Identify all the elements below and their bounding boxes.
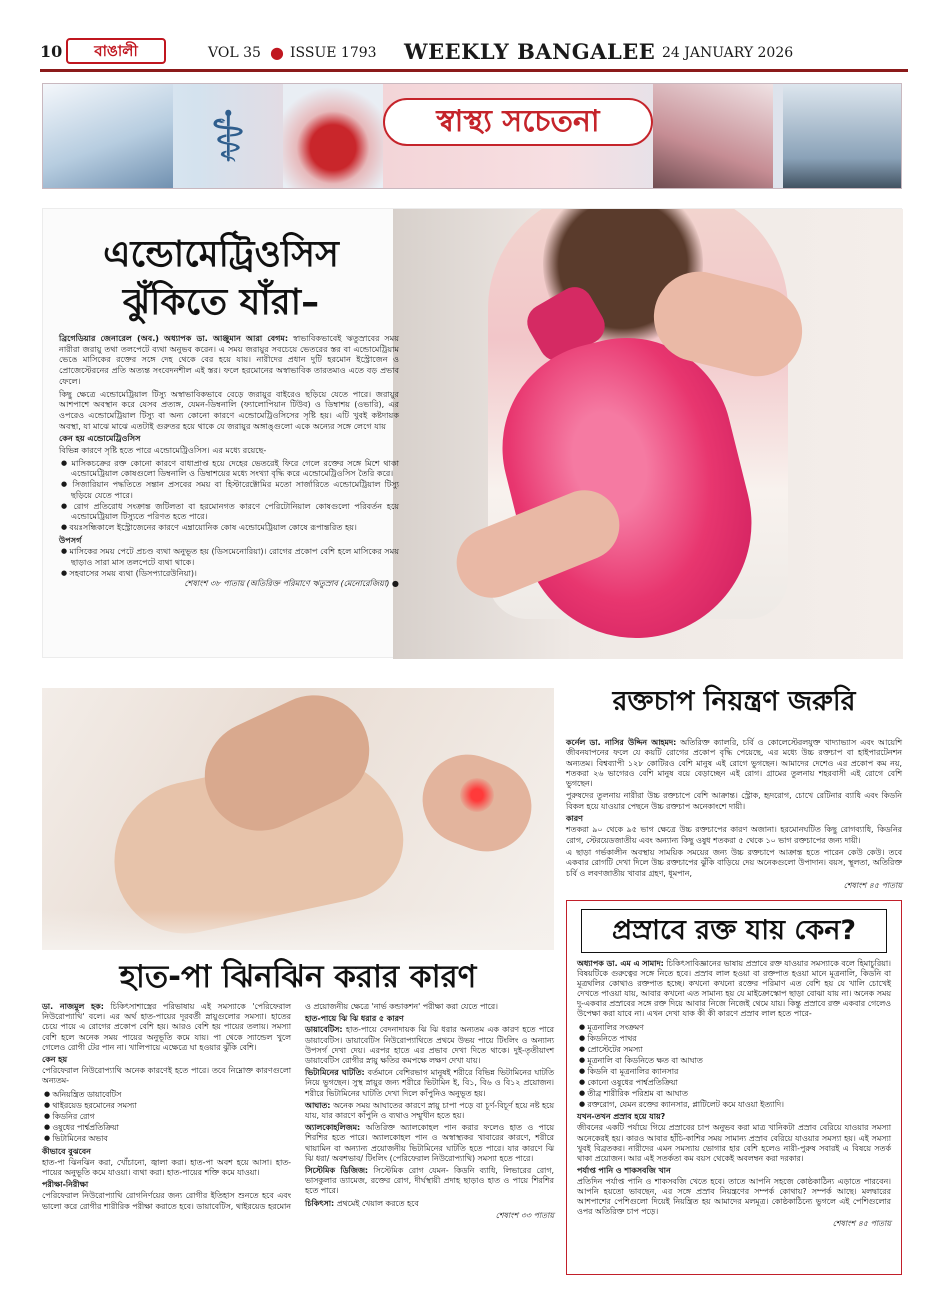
text-alcohol: অতিরিক্ত অ্যালকোহল পান করার ফলেও হাত ও পায়ে শিরশির হতে পারে। অ্যালকোহল পান ও অস্বাস্থ্যকর খাবারের কারণে, শরীরে থায়ামিন বা অন্যান্য প্রয়োজনীয় ভিটামিনের ঘাটতি হতে পারে। যার কারণে ঝি ঝি ধরা/ অবশভাব/ টিংলিং (পেরিফেরাল নিউরোপ্যাথি) সমস্যা হতে পারে। bbox=[305, 1123, 555, 1163]
byline: ডা. নাজমুল হক: bbox=[42, 1002, 104, 1011]
list-item: ● সহবাসের সময় ব্যথা (ডিসপ্যারেউনিয়া)। bbox=[59, 568, 399, 579]
label-vitamin: ভিটামিনের ঘাটতি: bbox=[305, 1068, 365, 1078]
list-item: ● কিডনি বা মূত্রনালির ক্যানসার bbox=[577, 1066, 891, 1077]
article-body bbox=[59, 333, 399, 589]
paragraph: পুরুষদের তুলনায় নারীরা উচ্চ রক্তচাপে বেশি আক্রান্ত। স্ট্রোক, হৃদরোগ, চোখে রেটিনার ব্যাধি এবং কিডনি বিকল হয়ে যাওয়ার পেছনে উচ্চ রক্তচাপ অনেকাংশে দায়ী। bbox=[566, 791, 902, 811]
banner-patient-photo bbox=[653, 84, 773, 189]
subheading-water: পর্যাপ্ত পানি ও শাকসবজি খান bbox=[577, 1165, 671, 1175]
list-item: ● প্রোস্টেটের সমস্যা bbox=[577, 1044, 891, 1055]
subheading-why: কেন হয় bbox=[42, 1055, 67, 1065]
article-headline: রক্তচাপ নিয়ন্ত্রণ জরুরি bbox=[612, 686, 856, 717]
subheading-detect: কীভাবে বুঝবেন bbox=[42, 1146, 91, 1156]
byline: কর্নেল ডা. নাসির উদ্দিন আহমদ: bbox=[566, 738, 677, 747]
list-item: ● অনিয়ন্ত্রিত ডায়াবেটিস bbox=[42, 1089, 291, 1100]
list-item: ● ওষুধের পার্শ্বপ্রতিক্রিয়া bbox=[42, 1122, 291, 1133]
list-item: ● রোগ প্রতিরোধ সংক্রান্ত জটিলতা বা হরমোনগত কারণে পেরিটোনিয়াল কোষগুলো পরিবর্তন হয়ে এন্ডোমেট্রিয়াল টিস্যুতে পরিণত হতে পারে। bbox=[59, 501, 399, 522]
list-item: ● কোনো ওষুধের পার্শ্বপ্রতিক্রিয়া bbox=[577, 1077, 891, 1088]
issue-label: ISSUE 1793 bbox=[290, 45, 377, 61]
subheading-five-causes: হাত-পায়ে ঝি ঝি ধরার ৫ কারণ bbox=[305, 1014, 404, 1024]
subheading-tests: পরীক্ষা-নিরীক্ষা bbox=[42, 1180, 89, 1190]
paragraph bbox=[305, 1025, 554, 1066]
intro-text: অতিরিক্ত ক্যালরি, চর্বি ও কোলেস্টেরলযুক্ত খাদ্যাভ্যাস এবং আয়েশি জীবনযাপনের ফলে যে কয়টি রোগের প্রকোপ বৃদ্ধি পেয়েছে, এর মধ্যে উচ্চ রক্তচাপ বা হাইপারটেনশন অন্যতম। বিশ্বব্যাপী ১২৮ কোটিরও বেশি মানুষ এই রোগে ভুগছেন। আমাদের দেশেও এর প্রকোপ কম নয়, শতকরা ২৬ ভাগেরও বেশি মানুষ বয়ে বেড়াচ্ছেন এই রোগ। গ্রামের তুলনায় শহরবাসী এই রোগে বেশি ভুগছেন। bbox=[566, 738, 902, 789]
paragraph: পেরিফেরাল নিউরোপ্যাথি রোগনির্ণয়ের জন্য রোগীর ইতিহাস শুনতে হবে এবং ভালো করে রোগীর শারীরিক পরীক্ষা করাতে হবে। ডায়াবেটিস, থাইরয়েড হরমোন ও প্রয়োজনীয় ক্ষেত্রে 'নার্ভ কন্ডাকশন' পরীক্ষা করা যেতে পারে। bbox=[42, 1002, 498, 1211]
list-item: ● মূত্রনালির সংক্রমণ bbox=[577, 1022, 891, 1033]
list-item: ● মাসিকের সময় পেটে প্রচণ্ড ব্যথা অনুভূত হয় (ডিসমেনোরিয়া)। রোগের প্রকোপ বেশি হলে মাসিকের সময় ছাড়াও সারা মাস তলপেটে ব্যথা থাকে। bbox=[59, 546, 399, 567]
paragraph: জীবনের একটি পর্যায়ে গিয়ে প্রস্রাবের চাপ অনুভব করা মাত্র খানিকটা প্রস্রাব বেরিয়ে যাওয়ার সমস্যা অনেকেরই হয়। কারও আবার হাঁচি-কাশির সময় সামান্য প্রস্রাব বেরিয়ে যাওয়ার সমস্যা হয়। এই সমস্যা খুবই বিব্রতকর। নারীদের এমন সমস্যায় ভোগার হার বেশি হলেও নারী-পুরুষ সবারই এ বিষয়ে সতর্ক থাকা প্রয়োজন। আর এই সতর্কতা কম বয়স থেকেই অবলম্বন করা দরকার। bbox=[577, 1123, 891, 1163]
article-body bbox=[577, 959, 891, 1229]
banner-doctor-photo bbox=[43, 84, 173, 189]
list-item: ● থাইরয়েড হরমোনের সমস্যা bbox=[42, 1100, 291, 1111]
section-banner bbox=[42, 83, 902, 189]
intro-paragraph bbox=[59, 333, 399, 387]
list-item: ● মূত্রনালি বা কিডনিতে ক্ষত বা আঘাত bbox=[577, 1055, 891, 1066]
hot-water-bottle-photo bbox=[393, 209, 903, 659]
label-injury: আঘাত: bbox=[305, 1100, 331, 1110]
text-vitamin: বর্তমানে বেশিরভাগ মানুষই শরীরে বিভিন্ন ভিটামিনের ঘাটতি নিয়ে ভুগছেন। সুস্থ স্নায়ুর জন্য শরীরে ভিটামিন ই, বি১, বি৬ ও বি১২ প্রয়োজন। শরীরে ভিটামিনের ঘাটতি দেখা দিলে কাঁপুনিও অনুভূত হয়। bbox=[305, 1068, 554, 1098]
paragraph: হাত-পা ঝিনঝিন করা, খোঁচানো, জ্বালা করা। হাত-পা অবশ হয়ে আসা। হাত-পায়ের অনুভূতি কমে যাওয়া। ব্যথা করা। হাত-পায়ের শক্তি কমে যাওয়া। bbox=[42, 1157, 291, 1178]
byline: ব্রিগেডিয়ার জেনারেল (অব.) অধ্যাপক ডা. আঞ্জুমান আরা বেগম: bbox=[59, 333, 289, 343]
list-item: ● কিডনির রোগ bbox=[42, 1111, 291, 1122]
continued-note: শেষাংশ ৪৫ পাতায় bbox=[843, 880, 902, 890]
paragraph: প্রতিদিন পর্যাপ্ত পানি ও শাকসবজি খেতে হবে। তাতে আপনি সহজে কোষ্ঠকাঠিন্য এড়াতে পারবেন। আপনি হয়তো ভাবছেন, এর সঙ্গে প্রস্রাব নিয়ন্ত্রণের সম্পর্ক কোথায়? সম্পর্ক আছে। মলদ্বারের আশপাশের পেশিগুলো দিয়েই নিয়ন্ত্রিত হয় আমাদের মলমূত্র। কোষ্ঠকাঠিন্যে ভুগলে এই পেশিগুলোর ওপর অতিরিক্ত চাপ পড়ে। bbox=[577, 1176, 891, 1217]
article-body bbox=[42, 1002, 554, 1221]
list-item: ● বয়ঃসন্ধিকালে ইস্ট্রোজেনের কারণে এম্ব্রায়োনিক কোষ এন্ডোমেট্রিয়াল কোষে রূপান্তরিত হয়। bbox=[59, 522, 399, 533]
pain-spot-icon bbox=[460, 778, 494, 812]
label-treatment: চিকিৎসা: bbox=[305, 1198, 335, 1208]
subheading-symptoms: উপসর্গ bbox=[59, 534, 82, 545]
paragraph bbox=[305, 1199, 554, 1209]
text-diabetes: হাত-পায়ে বেদনাদায়ক ঝি ঝি ধরার অন্যতম এক কারণ হতে পারে ডায়াবেটিস। ডায়াবেটিস নিউরোপ্যাথিতে প্রথমে উভয় পায়ে টিংলিং ও অন্যান্য উপসর্গ দেখা দেয়। এরপর হাতে এর প্রভাব দেখা দিতে থাকে। দুই-তৃতীয়াংশ ডায়াবেটিস রোগীর স্নায়ু ক্ষতির কমপক্ষে লক্ষণ দেখা যায়। bbox=[305, 1025, 554, 1066]
article-blood-in-urine bbox=[566, 900, 902, 1275]
intro-text: স্বাভাবিকভাবেই ঋতুস্রাবের সময় নারীরা জরায়ু তথা তলপেটে ব্যথা অনুভব করেন। এ সময় জরায়ুর সবচেয়ে ভেতরের স্তর বা এন্ডোমেট্রিয়াম ভেঙে মাসিকের রক্তের সঙ্গে দেহ থেকে বের হয়ে যায়। নারীদের প্রধান দুটি হরমোন ইস্ট্রোজেন ও প্রোজেস্টেরনের প্রতি অত্যন্ত সংবেদনশীল এই স্তর। ফলে হরমোনের অস্বাভাবিক তারতম্যও এতে বড় প্রভাব ফেলে। bbox=[59, 333, 399, 386]
article-headline: হাত-পা ঝিনঝিন করার কারণ bbox=[119, 959, 477, 995]
continued-note: শেষাংশ ৩৮ পাতায় (অতিরিক্ত পরিমাণে ঋতুস্রাব (মেনোরেজিয়া) ● bbox=[184, 578, 399, 589]
volume-label: VOL 35 bbox=[208, 45, 261, 61]
paragraph: পেরিফেরাল নিউরোপ্যাথি অনেক কারণেই হতে পারে। তবে নিম্নোক্ত কারণগুলো অন্যতম- bbox=[42, 1066, 291, 1086]
subheading-when: যখন-তখন প্রস্রাব হয়ে যায়? bbox=[577, 1112, 666, 1122]
foot-massage-photo bbox=[42, 688, 554, 950]
article-endometriosis bbox=[42, 208, 902, 658]
list-item: ● সিজারিয়ান পদ্ধতিতে সন্তান প্রসবের সময় বা হিস্টারেক্টোমির মতো সার্জারিতে এন্ডোমেট্রিয়াল টিস্যু ছড়িয়ে যেতে পারে। bbox=[59, 479, 399, 500]
banner-blood-pressure-photo bbox=[783, 84, 902, 189]
publication-name: WEEKLY BANGALEE bbox=[404, 39, 656, 64]
banner-heart-photo bbox=[283, 84, 383, 189]
section-title: স্বাস্থ্য সচেতনা bbox=[383, 98, 653, 146]
paragraph bbox=[305, 1101, 554, 1121]
paragraph: কিছু ক্ষেত্রে এন্ডোমেট্রিয়াল টিস্যু অস্বাভাবিকভাবে বেড়ে জরায়ুর বাইরেও ছড়িয়ে যেতে পারে। জরায়ুর আশপাশে অবস্থান করে যেসব প্রত্যঙ্গ, যেমন-ডিম্বনালি (ফ্যালোপিয়ান টিউব) ও ডিম্বাশয় (ওভারি), এর ওপরেও এন্ডোমেট্রিয়াল টিস্যু বা অন্য কোনো কারণে এন্ডোমেট্রিওসিসের সৃষ্টি হয়। এটি খুবই কষ্টদায়ক অবস্থা, যা মাঝে মাঝে এতটাই গুরুতর হয়ে থাকে যে জরায়ুর অঙ্গাঙ্গুলো একে অন্যের সঙ্গে লেগে যায় bbox=[59, 388, 399, 431]
masthead bbox=[40, 38, 908, 72]
label-alcohol: অ্যালকোহলিজম: bbox=[305, 1123, 361, 1133]
page-number: 10 bbox=[40, 42, 63, 61]
paragraph bbox=[305, 1068, 554, 1099]
paragraph: এ ছাড়া গর্ভকালীন অবস্থায় সাময়িক সময়ের জন্য উচ্চ রক্তচাপে আক্রান্ত হতে পারেন কেউ কেউ। তবে একবার রোগটি দেখা দিলে উচ্চ রক্তচাপের ঝুঁকি বাড়িয়ে দেয় অনেকগুলো উপাদান। বয়স, স্থূলতা, অতিরিক্ত চর্বি ও লবণজাতীয় খাবার গ্রহণ, ধূমপান, bbox=[566, 847, 902, 878]
intro-paragraph bbox=[566, 738, 902, 789]
list-item: ● ভিটামিনের অভাব bbox=[42, 1133, 291, 1144]
newspaper-logo: বাঙালী bbox=[66, 38, 166, 64]
list-item: ● তীব্র শারীরিক পরিশ্রম বা আঘাত bbox=[577, 1088, 891, 1099]
subheading-why: কেন হয় এন্ডোমেট্রিওসিস bbox=[59, 433, 141, 444]
text-injury: অনেক সময় আঘাতের কারণে স্নায়ু চাপা পড়ে বা চূর্ণ-বিচূর্ণ হয়ে নষ্ট হয়ে যায়, যার কারণে কাঁপুনি ও ব্যথাও সম্মুখীন হতে হয়। bbox=[305, 1100, 554, 1121]
article-headline bbox=[51, 231, 391, 327]
intro-paragraph bbox=[42, 1002, 291, 1053]
separator-dot-icon: ● bbox=[270, 43, 284, 62]
byline: অধ্যাপক ডা. এম এ সামাদ: bbox=[577, 959, 664, 968]
paragraph: বিভিন্ন কারণে সৃষ্টি হতে পারে এন্ডোমেট্রিওসিস। এর মধ্যে রয়েছে- bbox=[59, 445, 267, 456]
label-diabetes: ডায়াবেটিস: bbox=[305, 1025, 343, 1035]
continued-note: শেষাংশ ৩৩ পাতায় bbox=[495, 1210, 554, 1220]
text-treatment: প্রথমেই খেয়াল করতে হবে bbox=[336, 1198, 419, 1208]
label-systemic: সিস্টেমিক ডিজিজ: bbox=[305, 1166, 369, 1176]
headline-line-1: এন্ডোমেট্রিওসিস bbox=[103, 234, 339, 275]
intro-paragraph bbox=[577, 959, 891, 1020]
text-systemic: সিস্টেমিক রোগ যেমন- কিডনি ব্যাধি, লিভারের রোগ, ভাসকুলার ড্যামেজ, রক্তের রোগ, দীর্ঘস্থায়ী প্রদাহ ছাড়াও হাত ও পায়ে শিরশির হতে পারে। bbox=[305, 1166, 555, 1196]
paragraph bbox=[305, 1123, 554, 1164]
article-body bbox=[566, 738, 902, 891]
headline-line-2: ঝুঁকিতে যাঁরা– bbox=[122, 282, 320, 323]
list-item: ● রক্তরোগ, যেমন রক্তের ক্যানসার, প্লাটিলেট কমে যাওয়া ইত্যাদি। bbox=[577, 1099, 891, 1110]
intro-text: চিকিৎসাশাস্ত্রের পরিভাষায় এই সমস্যাকে 'পেরিফেরাল নিউরোপ্যাথি' বলে। এর অর্থ হাত-পায়ের দূরবর্তী স্নায়ুগুলোর সমস্যা। হাতের চেয়ে পায়ে এ রোগের প্রকোপ বেশি হয়। আরও বেশি হয় পায়ের তলায়। সমস্যা বেশি হলে অনেক সময় পায়ের অনুভূতি কমে যায়। পা থেকে স্যান্ডেল খুলে গেলেও রোগী টের পান না। খালিপায়ে এক্ষেত্রে ঘা হওয়ার ঝুঁকি বেশি। bbox=[42, 1002, 291, 1052]
subheading-cause: কারণ bbox=[566, 814, 583, 824]
paragraph: শতকরা ৯০ থেকে ৯৫ ভাগ ক্ষেত্রে উচ্চ রক্তচাপের কারণ অজানা। হরমোনঘটিত কিছু রোগব্যাধি, কিডনির রোগ, স্টেরয়েডজাতীয় এবং অন্যান্য কিছু ওষুধ শতকরা ৫ থেকে ১০ ভাগ রক্তচাপের জন্য দায়ী। bbox=[566, 825, 902, 845]
paragraph bbox=[305, 1166, 554, 1197]
caduceus-icon: ⚕ bbox=[209, 96, 247, 178]
issue-date: 24 JANUARY 2026 bbox=[662, 45, 794, 61]
list-item: ● মাসিকচক্রের রক্ত কোনো কারণে বাধাপ্রাপ্ত হয়ে দেহের ভেতরেই ফিরে গেলে রক্তের সঙ্গে মিশে থাকা এন্ডোমেট্রিয়াল কোষগুলো ডিম্বনালি ও ডিম্বাশয়ের মধ্যে সংখ্যা বৃদ্ধি করে এন্ডোমেট্রিওসিস তৈরি করে। bbox=[59, 458, 399, 479]
list-item: ● কিডনিতে পাথর bbox=[577, 1033, 891, 1044]
intro-text: চিকিৎসাবিজ্ঞানের ভাষায় প্রস্রাবে রক্ত যাওয়ার সমস্যাকে বলে হিমাচুরিয়া। বিষয়টিকে গুরুত্বের সঙ্গে নিতে হবে। প্রস্রাব লাল হওয়া বা রক্তপাত হওয়া মানে মূত্রনালি, কিডনি বা মূত্রথলির কোথাও রক্তপাত হচ্ছে। কখনো কখনো রক্তের পরিমাণ এত বেশি হয় যে খালি চোখেই দেখতে পাওয়া যায়, আবার কখনো এত সামান্য হয় যে মাইক্রোস্কোপ ছাড়া বোঝা যায় না। অনেক সময় দু-একবার প্রস্রাবের সঙ্গে রক্ত দিয়ে আবার নিজে নিজেই থেমে যায়। কিন্তু প্রস্রাবে রক্ত একবার গেলেও উপেক্ষা করা যাবে না। এখন দেখা যাক কী কী কারণে প্রস্রাব লাল হতে পারে- bbox=[577, 959, 891, 1019]
continued-note: শেষাংশ ৪৫ পাতায় bbox=[832, 1219, 891, 1229]
article-headline: প্রস্রাবে রক্ত যায় কেন? bbox=[581, 909, 887, 953]
